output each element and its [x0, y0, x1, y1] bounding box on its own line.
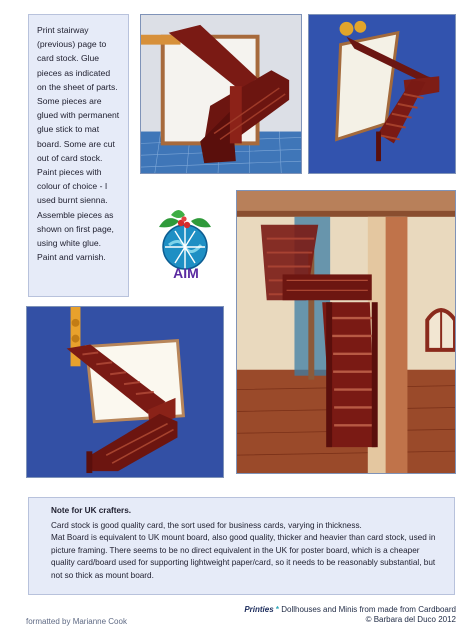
- footer-copyright-line: © Barbara del Duco 2012: [365, 615, 456, 624]
- photo-staircase-blue-background: [308, 14, 456, 174]
- footer-formatted-by: formatted by Marianne Cook: [26, 617, 127, 626]
- footer-asterisk: *: [275, 605, 280, 614]
- photo-staircase-on-cutting-mat: [140, 14, 302, 174]
- note-title: Note for UK crafters.: [51, 506, 132, 515]
- photo-staircase-front-view: [26, 306, 224, 478]
- note-paragraph-card-stock: Card stock is good quality card, the sort used for business cards, varying in thickness.: [51, 520, 362, 530]
- footer-copyright: [216, 605, 456, 625]
- logo-lettering: AIM: [173, 265, 199, 281]
- instructions-panel: [28, 14, 129, 297]
- footer-tagline: Dollhouses and Minis from made from Cardboard: [279, 605, 456, 614]
- uk-crafters-note: [28, 497, 455, 595]
- aim-logo: [145, 201, 225, 281]
- photo-dollhouse-interior: [236, 190, 456, 474]
- note-paragraph-mat-board: Mat Board is equivalent to UK mount board, also good quality, thicker and heavier than card stock, used in picture framing. There seems to be no direct equivalent in the UK for poster board, which is a cheaper quality card/board used for supporting lightweight paper/card, so it needs to be reasonably substantial, but not so thick as mount board.: [51, 533, 436, 580]
- instructions-text: Print stairway (previous) page to card stock. Glue pieces as indicated on the sheet of parts. Some pieces are glued with permanent glue stick to mat board. Some are cut out of card stock. Paint pieces with colour of choice - I used burnt sienna. Assemble pieces as shown on first page, using white glue. Paint and varnish.: [37, 25, 120, 263]
- footer-brand: Printies: [244, 605, 274, 614]
